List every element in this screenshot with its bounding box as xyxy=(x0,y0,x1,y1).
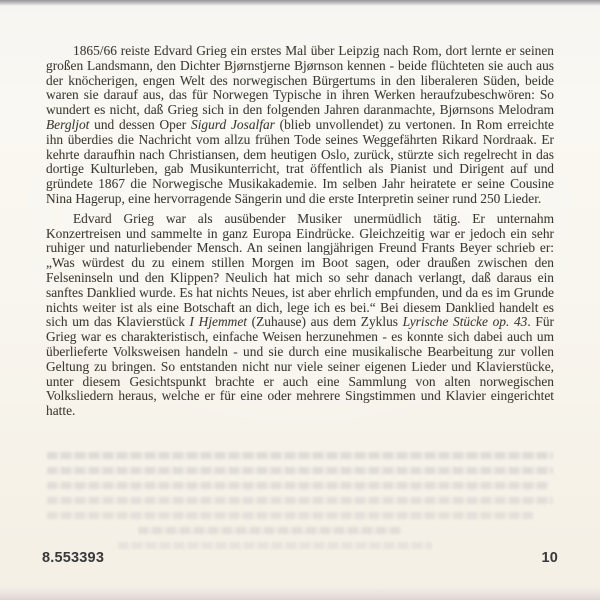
bleed-line xyxy=(47,497,553,504)
catalog-number: 8.553393 xyxy=(42,550,105,566)
text-segment: (blieb unvollendet) zu vertonen. In Rom erreichte ihn überdies die Nachricht vom allzu frühen Tode seines Weggefährten Rikard Nordraak. Er kehrte daraufhin nach Christiansen, dem heutigen Oslo, zurück, stürzte sich regelrecht in das dortige Kulturleben, gab Musikunterricht, trat öffentlich als Pianist und Dirigent auf und gründete 1867 die Norwegische Musikakademie. Im selben Jahr heiratete er seine Cousine Nina Hagerup, eine hervorragende Sängerin und die erste Interpretin seiner rund 250 Lieder. xyxy=(46,116,554,206)
page-number: 10 xyxy=(541,550,558,566)
body-text xyxy=(46,44,554,419)
text-segment: (Zuhause) aus dem Zyklus xyxy=(247,314,403,330)
bleed-line xyxy=(118,542,432,549)
text-segment: und dessen Oper xyxy=(89,116,191,132)
text-segment: Edvard Grieg war als ausübender Musiker unermüdlich tätig. Er unternahm Konzertreisen und sammelte in ganz Europa Eindrücke. Gleichzeitig war er jedoch ein sehr ruhiger und naturliebender Mensch. An seinen langjährigen Freund Frants Beyer schrieb er: „Was würdest du zu einem stillen Morgen im Boot sagen, oder draußen zwischen den Felseninseln und den Klippen? Neulich hat mich so sehr danach verlangt, daß daraus ein sanftes Danklied wurde. Es hat nichts Neues, ist aber ehrlich empfunden, und da es im Grunde nichts weiter ist als eine Botschaft an dich, lege ich es bei.“ Bei diesem Danklied handelt es sich um das Klavierstück xyxy=(46,210,554,330)
bleed-line xyxy=(47,467,553,474)
page-footer xyxy=(42,550,558,566)
italic-text-segment: Sigurd Josalfar xyxy=(191,116,275,132)
bleed-line xyxy=(47,482,548,489)
bleed-line xyxy=(47,452,553,459)
italic-text-segment: I Hjemmet xyxy=(189,314,247,330)
body-paragraph-2 xyxy=(46,212,554,419)
text-segment: 1865/66 reiste Edvard Grieg ein erstes Mal über Leipzig nach Rom, dort lernte er seinen großen Landsmann, den Dichter Bjørnstjerne Bjørnson kennen - beide flüchteten sie auch aus der knöcherigen, engen Welt des norwegischen Bürgertums in den liberaleren Süden, beide waren sie darauf aus, das für Norwegen Typische in ihren Werken heraufzubeschwören: So wundert es nicht, daß Grieg sich in den folgenden Jahren daranmachte, Bjørnsons Melodram xyxy=(46,43,554,118)
bleed-line xyxy=(138,527,401,534)
text-segment: . Für Grieg war es charakteristisch, einfache Weisen herzunehmen - es konnte sich dabei auch um überlieferte Volksweisen handeln - und sie durch eine musikalische Bearbeitung zur vollen Geltung zu bringen. So entstanden nicht nur viele seiner eigenen Lieder und Klavierstücke, unter diesem Gesichtspunkt brachte er auch eine Sammlung von alten norwegischen Volksliedern heraus, welche er für eine oder mehrere Singstimmen und Klavier eingerichtet hatte. xyxy=(46,314,554,419)
bleed-through-text xyxy=(47,452,553,557)
bleed-line xyxy=(47,512,533,519)
italic-text-segment: Lyrische Stücke op. 43 xyxy=(402,314,528,330)
body-paragraph-1 xyxy=(46,44,554,207)
italic-text-segment: Bergljot xyxy=(46,116,90,132)
scan-edge-top xyxy=(0,0,600,6)
scan-edge-bottom xyxy=(0,587,600,600)
